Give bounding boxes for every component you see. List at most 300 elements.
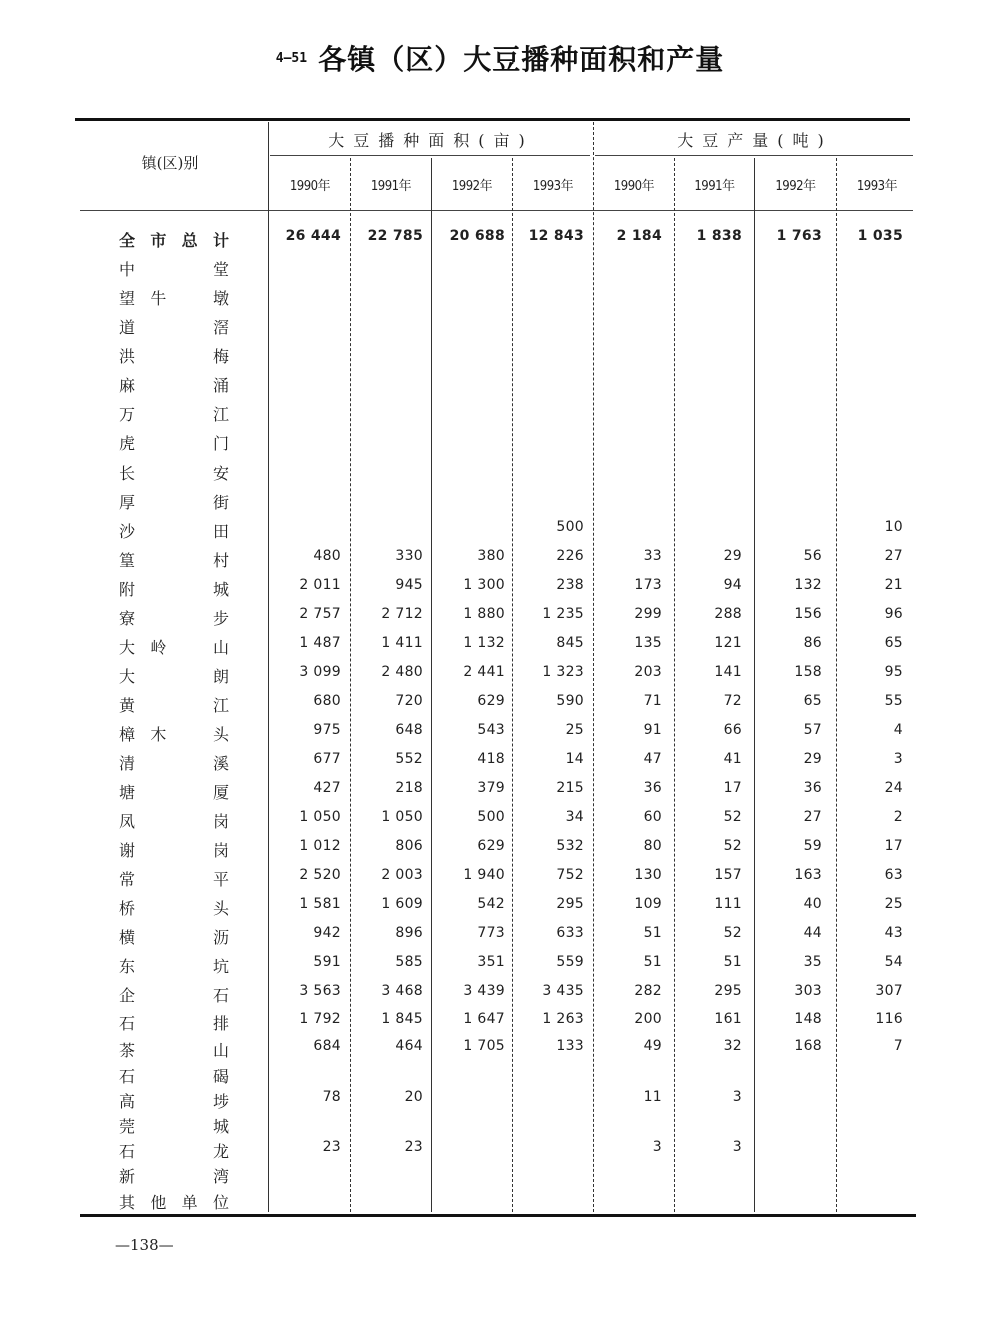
town-name [118,373,230,396]
town-name [118,490,230,513]
town-name-char [149,373,167,396]
area-cell-1990: 1 792 [299,1011,341,1027]
output-year-1993: 1993年 [856,179,898,194]
town-name [118,1011,230,1034]
area-cell-1990: 1 581 [299,896,341,912]
town-name-char [149,461,167,484]
town-name-char [181,838,199,861]
town-name-char: 溪 [212,754,229,773]
output-cell-1990: 47 [643,751,662,767]
area-cell-1991: 464 [395,1038,423,1054]
town-name-char: 坑 [212,957,229,976]
area-cell-1992: 20 688 [449,228,505,244]
output-year-1990: 1990年 [613,179,655,194]
town-name-char: 街 [212,493,229,512]
area-cell-1992: 1 647 [463,1011,505,1027]
area-cell-1990: 942 [313,925,341,941]
town-name-char [149,577,167,600]
town-name-char [149,780,167,803]
town-name-char [181,635,199,658]
output-cell-1991: 52 [723,838,742,854]
output-cell-1990: 2 184 [616,228,662,244]
town-name [118,780,230,803]
area-cell-1992: 1 940 [463,867,505,883]
town-name-char [181,577,199,600]
area-cell-1992: 351 [477,954,505,970]
town-name-char [181,867,199,890]
area-cell-1992: 629 [477,838,505,854]
town-name-char: 塘 [118,783,135,802]
table-row [0,1038,1000,1067]
area-cell-1990: 78 [322,1089,341,1105]
output-cell-1992: 86 [803,635,822,651]
area-cell-1993: 133 [556,1038,584,1054]
town-name-char: 山 [212,638,229,657]
town-name [118,983,230,1006]
town-name-char: 谢 [118,841,135,860]
area-cell-1993: 559 [556,954,584,970]
output-cell-1993: 3 [893,751,903,767]
area-cell-1991: 218 [395,780,423,796]
output-cell-1990: 49 [643,1038,662,1054]
town-name-char [149,1038,167,1061]
town-name-char: 望 [118,289,135,308]
table-row [0,431,1000,460]
town-name-char [181,1139,199,1162]
town-name-char: 石 [118,1014,135,1033]
output-cell-1993: 63 [884,867,903,883]
area-cell-1993: 34 [565,809,584,825]
town-name-char [181,315,199,338]
town-name [118,1038,230,1061]
area-cell-1992: 500 [477,809,505,825]
town-name-char [149,1011,167,1034]
output-cell-1990: 200 [634,1011,662,1027]
area-cell-1990: 3 563 [299,983,341,999]
town-name [118,344,230,367]
town-name-char: 其 [118,1193,135,1212]
output-cell-1993: 1 035 [857,228,903,244]
output-cell-1992: 27 [803,809,822,825]
area-cell-1993: 1 263 [542,1011,584,1027]
area-group-header: 大豆播种面积(亩) [328,131,534,150]
table-row [0,315,1000,344]
town-name-char [149,954,167,977]
town-name-char [181,1064,199,1087]
town-name-char: 碣 [212,1067,229,1086]
town-name-char [149,519,167,542]
town-name-char: 安 [212,464,229,483]
output-cell-1993: 54 [884,954,903,970]
area-cell-1990: 2 520 [299,867,341,883]
output-cell-1992: 65 [803,693,822,709]
town-name [118,606,230,629]
town-name [118,286,230,309]
output-cell-1991: 111 [714,896,742,912]
town-name-char: 单 [181,1193,198,1212]
area-cell-1993: 1 235 [542,606,584,622]
table-row [0,1164,1000,1193]
town-name [118,1139,230,1162]
output-cell-1993: 55 [884,693,903,709]
town-name-char [149,925,167,948]
town-name-char: 村 [212,551,229,570]
town-name [118,1064,230,1087]
town-name-char: 墩 [212,289,229,308]
table-row [0,519,1000,548]
output-cell-1992: 156 [794,606,822,622]
town-name [118,577,230,600]
town-name-char: 总 [181,231,198,250]
town-name-char: 排 [212,1014,229,1033]
output-cell-1993: 4 [893,722,903,738]
subheader-rule-output [595,155,913,156]
town-name-char: 江 [212,696,229,715]
output-cell-1990: 130 [634,867,662,883]
output-cell-1990: 11 [643,1089,662,1105]
town-name-char: 寮 [118,609,135,628]
output-cell-1991: 288 [714,606,742,622]
area-cell-1992: 379 [477,780,505,796]
town-name-char: 大 [118,638,135,657]
town-name-char [149,838,167,861]
town-name-char [149,751,167,774]
output-year-1992: 1992年 [775,179,816,194]
area-cell-1993: 590 [556,693,584,709]
output-cell-1991: 157 [714,867,742,883]
town-name-char: 岗 [212,812,229,831]
town-name [118,257,230,280]
output-cell-1991: 17 [723,780,742,796]
area-cell-1991: 22 785 [367,228,423,244]
output-cell-1990: 135 [634,635,662,651]
area-cell-1992: 380 [477,548,505,564]
area-cell-1993: 25 [565,722,584,738]
town-name-char: 万 [118,405,135,424]
town-name [118,751,230,774]
area-cell-1991: 1 609 [381,896,423,912]
area-cell-1990: 2 011 [299,577,341,593]
town-name-char [181,925,199,948]
area-cell-1990: 26 444 [285,228,341,244]
output-cell-1990: 36 [643,780,662,796]
town-name-char [181,1164,199,1187]
table-row [0,490,1000,519]
table-row [0,838,1000,867]
area-cell-1993: 3 435 [542,983,584,999]
output-cell-1990: 173 [634,577,662,593]
table-row [0,954,1000,983]
town-name-char: 梅 [212,347,229,366]
output-group-header: 大豆产量(吨) [677,131,833,150]
area-year-1991: 1991年 [370,179,412,194]
area-cell-1990: 684 [313,1038,341,1054]
table-row [0,1190,1000,1219]
town-name-char [181,606,199,629]
town-name-char: 莞 [118,1117,135,1136]
area-cell-1993: 633 [556,925,584,941]
town-name-char [181,519,199,542]
area-cell-1990: 680 [313,693,341,709]
town-name-char: 道 [118,318,135,337]
town-name [118,867,230,890]
output-cell-1992: 40 [803,896,822,912]
output-cell-1991: 141 [714,664,742,680]
area-cell-1992: 1 880 [463,606,505,622]
town-name [118,461,230,484]
area-cell-1990: 427 [313,780,341,796]
town-name-char [181,286,199,309]
table-row [0,722,1000,751]
output-cell-1991: 295 [714,983,742,999]
town-name [118,664,230,687]
town-name-char: 石 [212,986,229,1005]
town-name-char: 樟 [118,725,135,744]
area-cell-1991: 720 [395,693,423,709]
town-name-char: 桥 [118,899,135,918]
table-row [0,257,1000,286]
area-cell-1992: 543 [477,722,505,738]
output-cell-1991: 3 [732,1139,742,1155]
table-row [0,635,1000,664]
town-name-char [149,867,167,890]
output-cell-1992: 163 [794,867,822,883]
table-row [0,896,1000,925]
town-name-char: 洪 [118,347,135,366]
area-cell-1990: 1 050 [299,809,341,825]
area-cell-1993: 752 [556,867,584,883]
area-cell-1991: 3 468 [381,983,423,999]
town-name-char: 岗 [212,841,229,860]
town-name-char [181,809,199,832]
town-name-char [181,1089,199,1112]
area-cell-1992: 773 [477,925,505,941]
town-name-char: 城 [212,1117,229,1136]
area-cell-1993: 215 [556,780,584,796]
area-cell-1990: 975 [313,722,341,738]
output-cell-1992: 1 763 [776,228,822,244]
output-cell-1993: 25 [884,896,903,912]
town-name-char: 埗 [212,1092,229,1111]
town-name-char [149,1114,167,1137]
output-cell-1992: 59 [803,838,822,854]
town-name-char [181,461,199,484]
town-name-char [181,1011,199,1034]
town-name [118,1190,230,1213]
output-cell-1992: 36 [803,780,822,796]
table-row [0,402,1000,431]
area-cell-1991: 23 [404,1139,423,1155]
output-cell-1993: 2 [893,809,903,825]
area-year-1990: 1990年 [289,179,331,194]
table-row [0,373,1000,402]
town-name-char [149,896,167,919]
output-cell-1991: 3 [732,1089,742,1105]
output-cell-1993: 95 [884,664,903,680]
output-cell-1991: 1 838 [696,228,742,244]
area-cell-1992: 3 439 [463,983,505,999]
area-cell-1993: 226 [556,548,584,564]
output-cell-1991: 29 [723,548,742,564]
town-name-char [149,344,167,367]
table-row [0,751,1000,780]
output-cell-1990: 60 [643,809,662,825]
output-cell-1992: 168 [794,1038,822,1054]
town-name-char: 牛 [150,289,167,308]
area-cell-1992: 2 441 [463,664,505,680]
town-name-char: 涌 [212,376,229,395]
table-row [0,1011,1000,1040]
town-name-char: 堂 [212,260,229,279]
town-name-char [149,1089,167,1112]
town-name-char: 大 [118,667,135,686]
town-name-char [149,1164,167,1187]
town-name-char: 常 [118,870,135,889]
output-cell-1990: 80 [643,838,662,854]
town-name-char [149,664,167,687]
area-cell-1993: 1 323 [542,664,584,680]
town-name-char: 黄 [118,696,135,715]
table-row [0,809,1000,838]
area-cell-1990: 591 [313,954,341,970]
town-name-char: 滘 [212,318,229,337]
area-cell-1992: 418 [477,751,505,767]
town-name-char: 企 [118,986,135,1005]
town-name-char [181,896,199,919]
area-cell-1993: 238 [556,577,584,593]
town-name [118,431,230,454]
town-name-char: 麻 [118,376,135,395]
output-cell-1993: 17 [884,838,903,854]
town-name-char [149,809,167,832]
output-cell-1991: 41 [723,751,742,767]
town-name-char [181,751,199,774]
area-cell-1993: 14 [565,751,584,767]
town-name [118,548,230,571]
area-cell-1991: 585 [395,954,423,970]
output-cell-1991: 66 [723,722,742,738]
area-year-1992: 1992年 [451,179,493,194]
town-name-char [181,1114,199,1137]
town-name [118,838,230,861]
table-row [0,461,1000,490]
town-name [118,519,230,542]
output-cell-1992: 35 [803,954,822,970]
town-name-char: 高 [118,1092,135,1111]
town-name-char: 门 [212,434,229,453]
town-name-char [181,1038,199,1061]
area-cell-1991: 1 845 [381,1011,423,1027]
town-name-char [181,257,199,280]
area-cell-1992: 1 132 [463,635,505,651]
area-cell-1991: 20 [404,1089,423,1105]
town-name-char: 计 [212,231,229,250]
town-name-char [149,693,167,716]
table-row [0,983,1000,1012]
town-name-char [181,693,199,716]
town-name-char [181,373,199,396]
output-cell-1991: 52 [723,809,742,825]
top-rule [75,118,910,121]
output-cell-1991: 51 [723,954,742,970]
town-name-char: 江 [212,405,229,424]
area-cell-1992: 1 300 [463,577,505,593]
output-cell-1990: 109 [634,896,662,912]
output-cell-1992: 132 [794,577,822,593]
output-cell-1993: 21 [884,577,903,593]
town-name [118,954,230,977]
town-name-char: 岭 [150,638,167,657]
output-cell-1990: 299 [634,606,662,622]
output-cell-1990: 91 [643,722,662,738]
town-name-char: 城 [212,580,229,599]
town-name-char: 篁 [118,551,135,570]
town-name-char: 他 [150,1193,167,1212]
output-cell-1991: 161 [714,1011,742,1027]
table-row [0,577,1000,606]
output-cell-1992: 148 [794,1011,822,1027]
area-cell-1990: 480 [313,548,341,564]
town-name [118,402,230,425]
table-row [0,867,1000,896]
town-name [118,228,230,251]
header-bottom-rule [80,210,913,211]
output-cell-1990: 71 [643,693,662,709]
town-name [118,722,230,745]
town-name-char: 田 [212,522,229,541]
town-name-char [149,490,167,513]
output-cell-1991: 72 [723,693,742,709]
table-row [0,780,1000,809]
table-number: 4—51 [275,50,308,66]
table-row-total [0,228,1000,257]
output-cell-1993: 7 [893,1038,903,1054]
town-name-char [149,1139,167,1162]
area-cell-1991: 2 480 [381,664,423,680]
table-title-text: 各镇（区）大豆播种面积和产量 [318,43,725,76]
output-cell-1993: 96 [884,606,903,622]
town-name-char [149,402,167,425]
output-cell-1990: 203 [634,664,662,680]
town-name-char: 平 [212,870,229,889]
town-name-char: 厦 [212,783,229,802]
output-cell-1990: 51 [643,925,662,941]
town-name [118,315,230,338]
area-cell-1990: 1 487 [299,635,341,651]
area-cell-1992: 542 [477,896,505,912]
table-row [0,664,1000,693]
output-cell-1990: 33 [643,548,662,564]
town-name-char [181,431,199,454]
town-name-char: 横 [118,928,135,947]
area-cell-1991: 2 003 [381,867,423,883]
area-cell-1991: 1 050 [381,809,423,825]
town-name-char [149,548,167,571]
town-name-char: 清 [118,754,135,773]
town-name-char: 长 [118,464,135,483]
town-name-char: 朗 [212,667,229,686]
output-cell-1993: 65 [884,635,903,651]
table-row [0,606,1000,635]
town-name-char [181,490,199,513]
town-name-char [181,983,199,1006]
output-cell-1992: 158 [794,664,822,680]
town-name-char: 沥 [212,928,229,947]
town-name [118,896,230,919]
table-row [0,286,1000,315]
town-name [118,1089,230,1112]
output-cell-1990: 51 [643,954,662,970]
